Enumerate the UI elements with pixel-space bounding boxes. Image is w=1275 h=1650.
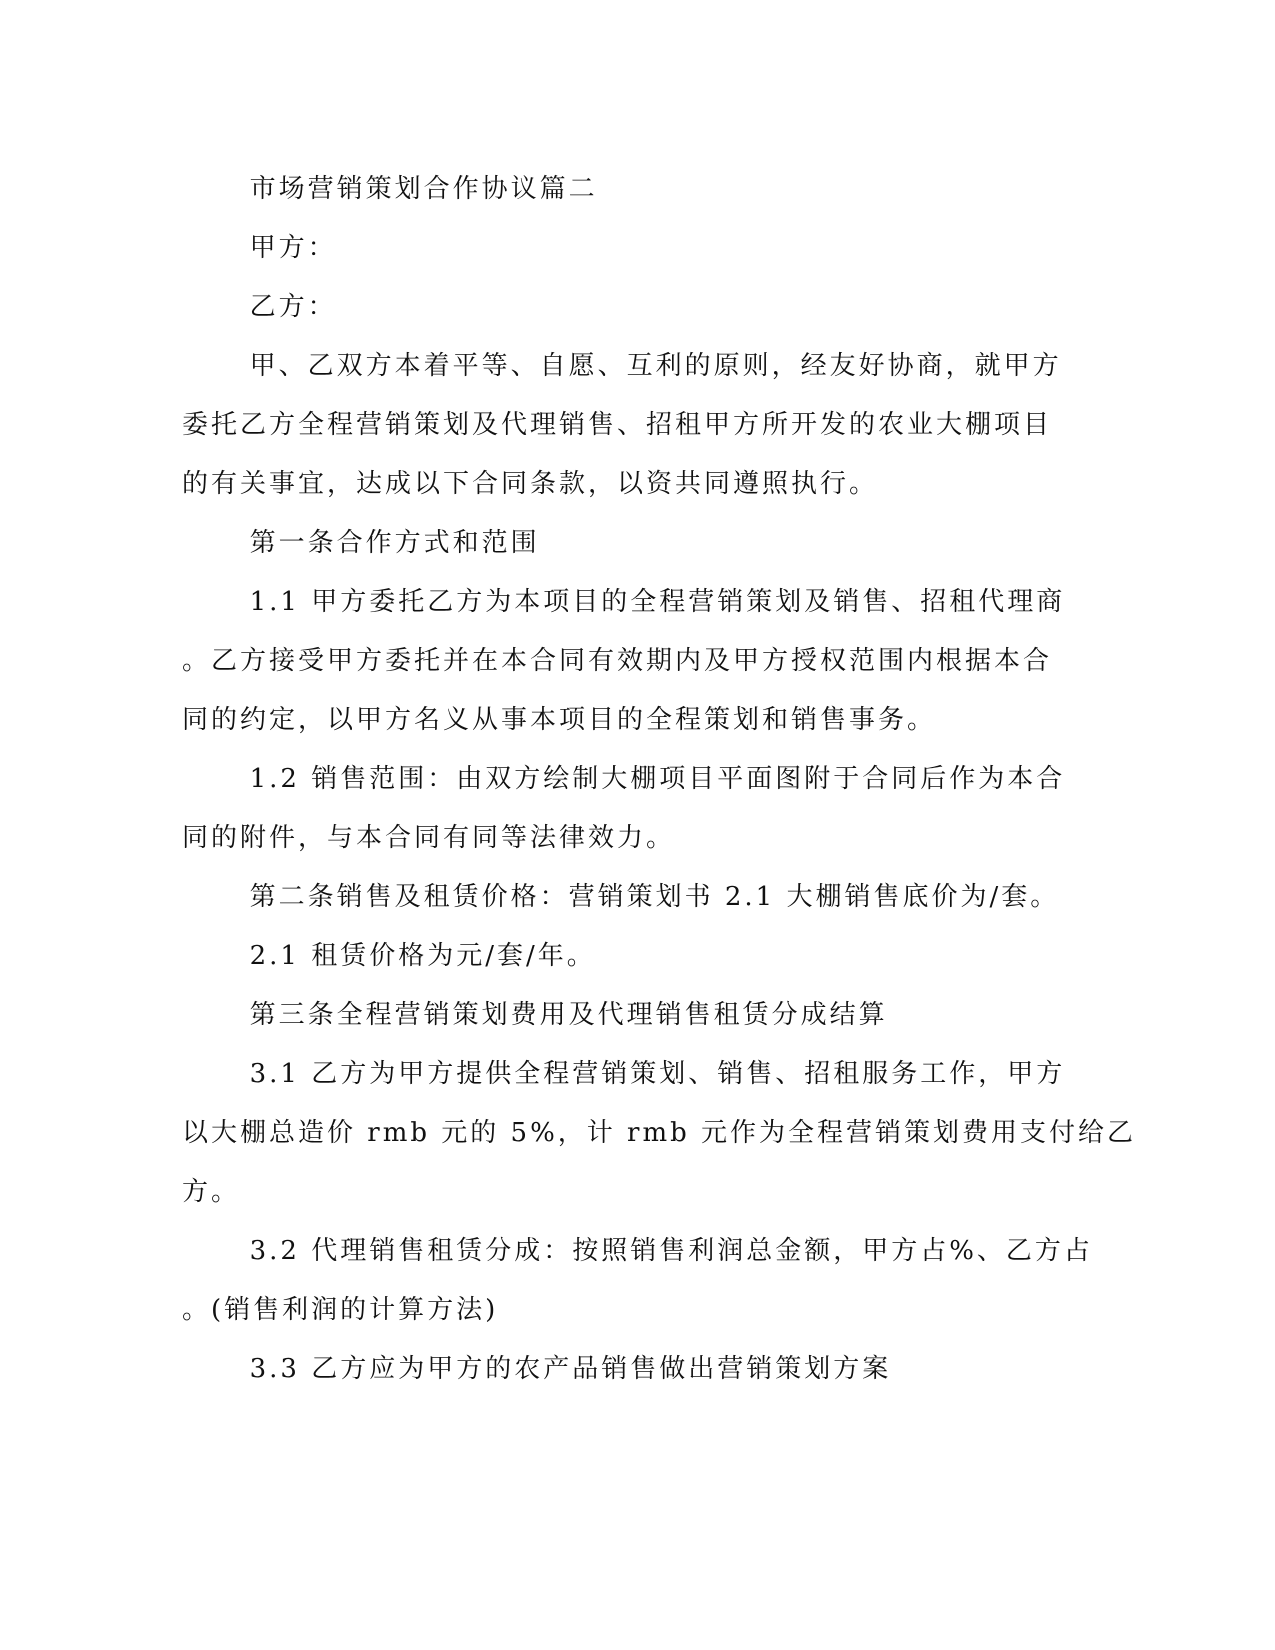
party-b-line: 乙方： <box>249 292 337 322</box>
clause-1-2 <box>182 750 1066 868</box>
clause-line: 。(销售利润的计算方法) <box>182 1295 499 1325</box>
clause-2-1: 2.1 租赁价格为元/套/年。 <box>249 941 596 971</box>
article-3-heading: 第三条全程营销策划费用及代理销售租赁分成结算 <box>249 1000 888 1030</box>
document-title: 市场营销策划合作协议篇二 <box>249 174 598 204</box>
intro-paragraph <box>182 337 1062 514</box>
article-2-heading: 第二条销售及租赁价格：营销策划书 2.1 大棚销售底价为/套。 <box>249 882 1060 912</box>
clause-line: 。乙方接受甲方委托并在本合同有效期内及甲方授权范围内根据本合 <box>182 646 1053 676</box>
clause-line: 3.2 代理销售租赁分成：按照销售利润总金额，甲方占%、乙方占 <box>249 1236 1093 1266</box>
intro-line: 委托乙方全程营销策划及代理销售、招租甲方所开发的农业大棚项目 <box>182 410 1053 440</box>
clause-3-3: 3.3 乙方应为甲方的农产品销售做出营销策划方案 <box>249 1354 892 1384</box>
clause-line: 方。 <box>182 1177 241 1207</box>
clause-line: 3.1 乙方为甲方提供全程营销策划、销售、招租服务工作，甲方 <box>249 1059 1066 1089</box>
clause-3-2 <box>182 1222 1093 1340</box>
article-1-heading: 第一条合作方式和范围 <box>249 528 540 558</box>
intro-line: 的有关事宜，达成以下合同条款，以资共同遵照执行。 <box>182 469 879 499</box>
clause-line: 同的约定，以甲方名义从事本项目的全程策划和销售事务。 <box>182 705 937 735</box>
clause-line: 1.1 甲方委托乙方为本项目的全程营销策划及销售、招租代理商 <box>249 587 1066 617</box>
clause-line: 同的附件，与本合同有同等法律效力。 <box>182 823 676 853</box>
document-body <box>182 160 1137 1399</box>
clause-1-1 <box>182 573 1066 750</box>
clause-line: 以大棚总造价 rmb 元的 5%，计 rmb 元作为全程营销策划费用支付给乙 <box>182 1118 1137 1148</box>
party-a-line: 甲方： <box>249 233 337 263</box>
clause-line: 1.2 销售范围：由双方绘制大棚项目平面图附于合同后作为本合 <box>249 764 1066 794</box>
intro-line: 甲、乙双方本着平等、自愿、互利的原则，经友好协商，就甲方 <box>249 351 1062 381</box>
clause-3-1 <box>182 1045 1137 1222</box>
